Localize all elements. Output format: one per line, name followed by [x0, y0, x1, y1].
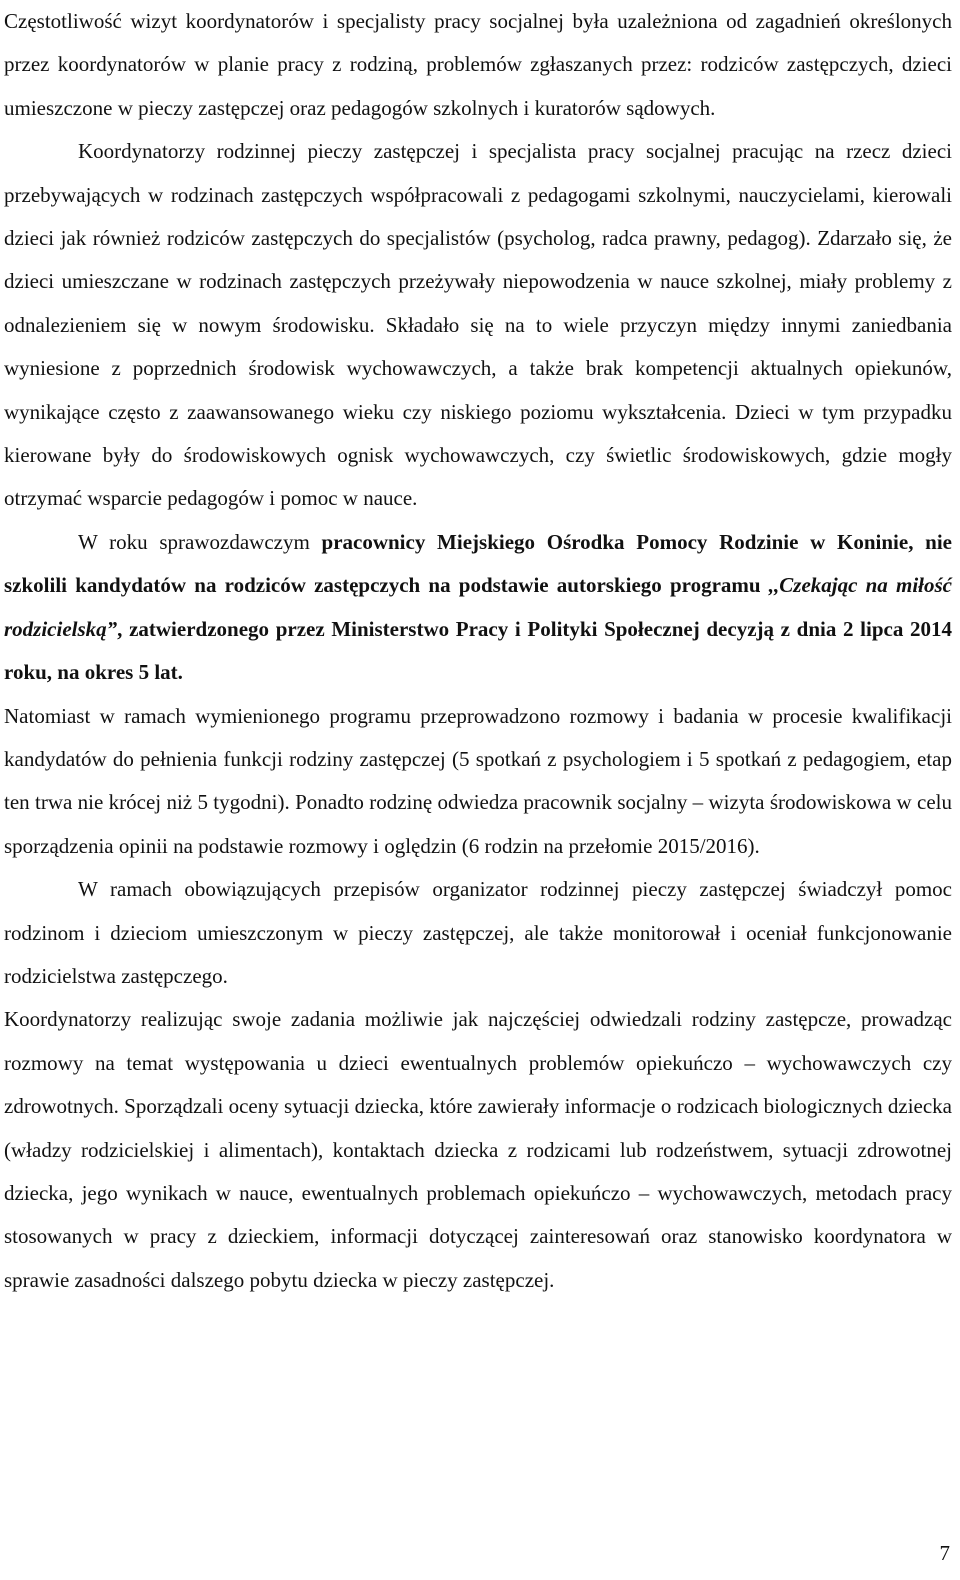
training-intro: W roku sprawozdawczym — [78, 529, 322, 554]
training-bold-lead: pracownicy Miejskiego Ośrodka Pomocy Rodzinie w Koninie, nie szkolili kandydatów na rodziców zastępczych na podstawie autorskiego programu — [4, 529, 953, 598]
document-page — [4, 0, 952, 1302]
paragraph-coordinators-cooperation: Koordynatorzy rodzinnej pieczy zastępczej i specjalista pracy socjalnej pracując na rzecz dzieci przebywających w rodzinach zastępczych współpracowali z pedagogami szkolnymi, nauczycielami, kierowali dzieci jak również rodziców zastępczych do specjalistów (psycholog, radca prawny, pedagog). Zdarzało się, że dzieci umieszczane w rodzinach zastępczych przeżywały niepowodzenia w nauce szkolnej, miały problemy z odnalezieniem się w nowym środowisku. Składało się na to wiele przyczyn między innymi zaniedbania wyniesione z poprzednich środowisk wychowawczych, a także brak kompetencji aktualnych opiekunów, wynikające często z zaawansowanego wieku czy niskiego poziomu wykształcenia. Dzieci w tym przypadku kierowane były do środowiskowych ognisk wychowawczych, czy świetlic środowiskowych, gdzie mogły otrzymać wsparcie pedagogów i pomoc w nauce. — [4, 139, 952, 511]
paragraph-visit-frequency: Częstotliwość wizyt koordynatorów i specjalisty pracy socjalnej była uzależniona od zagadnień określonych przez koordynatorów w planie pracy z rodziną, problemów zgłaszanych przez: rodziców zastępczych, dzieci umieszczone w pieczy zastępczej oraz pedagogów szkolnych i kuratorów sądowych. — [4, 9, 952, 120]
program-name-italic: ,,Czekając na miłość rodzicielską” — [4, 573, 952, 641]
paragraph-training-program — [4, 521, 952, 695]
paragraph-qualification: Natomiast w ramach wymienionego programu przeprowadzono rozmowy i badania w procesie kwalifikacji kandydatów do pełnienia funkcji rodziny zastępczej (5 spotkań z psychologiem i 5 spotkań z pedagogiem, etap ten trwa nie krócej niż 5 tygodni). Ponadto rodzinę odwiedza pracownik socjalny – wizyta środowiskowa w celu sporządzenia opinii na podstawie rozmowy i oględzin (6 rodzin na przełomie 2015/2016). — [4, 703, 952, 858]
paragraph-coordinator-visits: Koordynatorzy realizując swoje zadania możliwie jak najczęściej odwiedzali rodziny zastępcze, prowadząc rozmowy na temat występowania u dzieci ewentualnych problemów opiekuńczo – wychowawczych czy zdrowotnych. Sporządzali oceny sytuacji dziecka, które zawierały informacje o rodzicach biologicznych dziecka (władzy rodzicielskiej i alimentach), kontaktach dziecka z rodzicami lub rodzeństwem, sytuacji zdrowotnej dziecka, jego wynikach w nauce, ewentualnych problemach opiekuńczo – wychowawczych, metodach pracy stosowanych w pracy z dzieckiem, informacji dotyczącej zainteresowań oraz stanowisko koordynatora w sprawie zasadności dalszego pobytu dziecka w pieczy zastępczej. — [4, 1007, 952, 1292]
page-number: 7 — [939, 1541, 950, 1565]
training-bold-tail: , zatwierdzonego przez Ministerstwo Pracy i Polityki Społecznej decyzją z dnia 2 lipca 2014 roku, na okres 5 lat. — [4, 616, 952, 685]
paragraph-support: W ramach obowiązujących przepisów organizator rodzinnej pieczy zastępczej świadczył pomoc rodzinom i dzieciom umieszczonym w pieczy zastępczej, ale także monitorował i oceniał funkcjonowanie rodzicielstwa zastępczego. — [4, 877, 952, 988]
